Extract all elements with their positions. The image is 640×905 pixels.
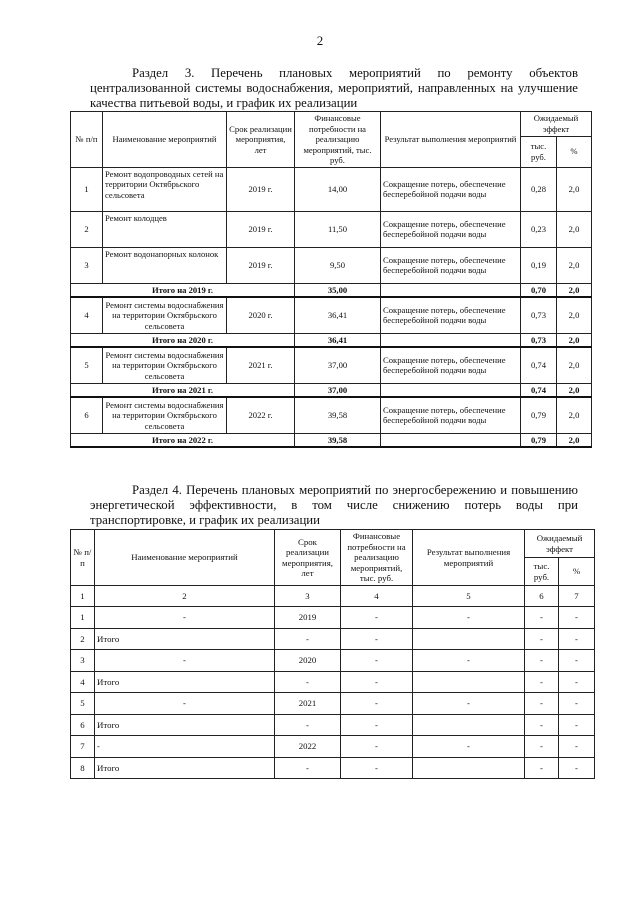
- s4-row-effect-pct: -: [559, 714, 595, 736]
- s3-total-effect-rub: 0,70: [521, 283, 557, 297]
- s4-row-term: 2020: [275, 650, 341, 672]
- s3-total-label: Итого на 2020 г.: [71, 333, 295, 347]
- section4-heading: Раздел 4. Перечень плановых мероприятий по энергосбережению и повышению энергетической эффективности, в том числе снижению потерь воды при транспортировке, и график их реализации: [90, 483, 578, 527]
- s4-row-finance: -: [341, 628, 413, 650]
- s3-row-name: Ремонт системы водоснабжения на территории Октябрьского сельсовета: [103, 347, 227, 383]
- s3-total-result: [381, 333, 521, 347]
- s3-header-finance: Финансовые потребности на реализацию мероприятий, тыс. руб.: [295, 112, 381, 168]
- s4-row-term: -: [275, 628, 341, 650]
- s3-total-result: [381, 433, 521, 447]
- s3-row-term: 2019 г.: [227, 211, 295, 247]
- s4-row-finance: -: [341, 607, 413, 629]
- s3-row-finance: 37,00: [295, 347, 381, 383]
- s4-column-number: 7: [559, 586, 595, 607]
- s4-table-row: [71, 736, 595, 758]
- s4-row-name: Итого: [95, 671, 275, 693]
- s4-column-number: 6: [525, 586, 559, 607]
- s3-row-num: 6: [71, 397, 103, 433]
- s4-header-finance: Финансовые потребности на реализацию мероприятий, тыс. руб.: [341, 530, 413, 586]
- s3-row-effect-rub: 0,23: [521, 211, 557, 247]
- s3-total-effect-rub: 0,73: [521, 333, 557, 347]
- s4-row-term: -: [275, 714, 341, 736]
- s4-row-name: -: [95, 607, 275, 629]
- s4-row-num: 7: [71, 736, 95, 758]
- s3-total-effect-pct: 2,0: [557, 333, 592, 347]
- s4-row-name: Итого: [95, 628, 275, 650]
- s3-table-row: [71, 297, 592, 333]
- s4-row-name: Итого: [95, 714, 275, 736]
- s4-row-effect-rub: -: [525, 607, 559, 629]
- s3-table-row: [71, 247, 592, 283]
- s3-total-effect-pct: 2,0: [557, 283, 592, 297]
- s4-column-numbers-row: [71, 586, 595, 607]
- s3-row-effect-pct: 2,0: [557, 347, 592, 383]
- s4-header-effect: Ожидаемый эффект: [525, 530, 595, 558]
- s3-row-term: 2019 г.: [227, 247, 295, 283]
- s4-row-effect-pct: -: [559, 693, 595, 715]
- s4-row-effect-pct: -: [559, 671, 595, 693]
- s4-row-term: 2019: [275, 607, 341, 629]
- s4-row-result: [413, 714, 525, 736]
- s3-row-effect-rub: 0,73: [521, 297, 557, 333]
- s3-total-row: [71, 283, 592, 297]
- section4-table: [70, 529, 595, 779]
- s4-row-num: 5: [71, 693, 95, 715]
- section3-heading: Раздел 3. Перечень плановых мероприятий по ремонту объектов централизованной системы водоснабжения, мероприятий, направленных на улучшение качества питьевой воды, и график их реализации: [90, 66, 578, 110]
- s3-row-finance: 11,50: [295, 211, 381, 247]
- s4-header-name: Наименование мероприятий: [95, 530, 275, 586]
- s3-total-label: Итого на 2019 г.: [71, 283, 295, 297]
- s4-table-row: [71, 757, 595, 779]
- s3-row-num: 2: [71, 211, 103, 247]
- s3-row-num: 5: [71, 347, 103, 383]
- s4-row-name: -: [95, 693, 275, 715]
- s3-total-finance: 36,41: [295, 333, 381, 347]
- s3-header-effect-rub: тыс. руб.: [521, 136, 557, 167]
- s3-row-term: 2020 г.: [227, 297, 295, 333]
- s3-row-effect-rub: 0,74: [521, 347, 557, 383]
- s3-row-result: Сокращение потерь, обеспечение бесперебойной подачи воды: [381, 167, 521, 211]
- s4-column-number: 2: [95, 586, 275, 607]
- s4-row-effect-pct: -: [559, 607, 595, 629]
- s4-header-effect-rub: тыс. руб.: [525, 558, 559, 586]
- s3-row-result: Сокращение потерь, обеспечение бесперебойной подачи воды: [381, 247, 521, 283]
- s3-row-num: 4: [71, 297, 103, 333]
- s3-row-finance: 9,50: [295, 247, 381, 283]
- s3-row-effect-rub: 0,79: [521, 397, 557, 433]
- s3-row-term: 2021 г.: [227, 347, 295, 383]
- s3-row-result: Сокращение потерь, обеспечение бесперебойной подачи воды: [381, 297, 521, 333]
- s3-table-body: [71, 167, 592, 447]
- s3-total-label: Итого на 2022 г.: [71, 433, 295, 447]
- s4-row-result: [413, 671, 525, 693]
- s4-row-finance: -: [341, 693, 413, 715]
- s4-row-effect-pct: -: [559, 628, 595, 650]
- s3-row-effect-pct: 2,0: [557, 247, 592, 283]
- s3-row-name: Ремонт системы водоснабжения на территории Октябрьского сельсовета: [103, 297, 227, 333]
- s4-row-name: Итого: [95, 757, 275, 779]
- s3-row-name: Ремонт колодцев: [103, 211, 227, 247]
- s3-total-effect-pct: 2,0: [557, 433, 592, 447]
- s3-table-row: [71, 397, 592, 433]
- s4-header-effect-pct: %: [559, 558, 595, 586]
- s3-row-name: Ремонт водопроводных сетей на территории Октябрьского сельсовета: [103, 167, 227, 211]
- s4-row-num: 1: [71, 607, 95, 629]
- s3-row-finance: 36,41: [295, 297, 381, 333]
- s3-total-effect-rub: 0,79: [521, 433, 557, 447]
- s3-header-effect: Ожидаемый эффект: [521, 112, 592, 137]
- s3-table-row: [71, 211, 592, 247]
- s4-row-effect-pct: -: [559, 736, 595, 758]
- s4-row-name: -: [95, 650, 275, 672]
- s4-header-result: Результат выполнения мероприятий: [413, 530, 525, 586]
- s4-row-effect-rub: -: [525, 650, 559, 672]
- s3-total-effect-rub: 0,74: [521, 383, 557, 397]
- s4-row-term: 2021: [275, 693, 341, 715]
- s4-header-term: Срок реализации мероприятия, лет: [275, 530, 341, 586]
- s3-row-term: 2019 г.: [227, 167, 295, 211]
- s4-row-finance: -: [341, 650, 413, 672]
- s3-total-row: [71, 333, 592, 347]
- s4-table-row: [71, 650, 595, 672]
- s4-row-result: -: [413, 736, 525, 758]
- s3-header-num: № п/п: [71, 112, 103, 168]
- s4-header-num: № п/п: [71, 530, 95, 586]
- s3-table-row: [71, 167, 592, 211]
- s3-header-result: Результат выполнения мероприятий: [381, 112, 521, 168]
- s4-table-row: [71, 671, 595, 693]
- s4-column-number: 1: [71, 586, 95, 607]
- s3-row-term: 2022 г.: [227, 397, 295, 433]
- s4-row-effect-pct: -: [559, 650, 595, 672]
- s3-header-term: Срок реализации мероприятия, лет: [227, 112, 295, 168]
- s3-row-effect-pct: 2,0: [557, 397, 592, 433]
- s4-row-effect-rub: -: [525, 757, 559, 779]
- s3-row-result: Сокращение потерь, обеспечение бесперебойной подачи воды: [381, 397, 521, 433]
- s4-row-effect-rub: -: [525, 736, 559, 758]
- section3-table: [70, 111, 592, 448]
- s4-row-effect-pct: -: [559, 757, 595, 779]
- s4-row-result: -: [413, 607, 525, 629]
- s4-table-row: [71, 628, 595, 650]
- s4-row-finance: -: [341, 757, 413, 779]
- s3-row-effect-rub: 0,19: [521, 247, 557, 283]
- s3-total-row: [71, 383, 592, 397]
- s4-table-row: [71, 714, 595, 736]
- s4-row-name: -: [95, 736, 275, 758]
- s3-row-result: Сокращение потерь, обеспечение бесперебойной подачи воды: [381, 347, 521, 383]
- s3-row-name: Ремонт водонапорных колонок: [103, 247, 227, 283]
- s3-row-name: Ремонт системы водоснабжения на территории Октябрьского сельсовета: [103, 397, 227, 433]
- s3-row-finance: 14,00: [295, 167, 381, 211]
- s3-row-effect-pct: 2,0: [557, 211, 592, 247]
- s3-row-result: Сокращение потерь, обеспечение бесперебойной подачи воды: [381, 211, 521, 247]
- s4-row-num: 2: [71, 628, 95, 650]
- s4-row-term: -: [275, 671, 341, 693]
- s4-table-body: [71, 607, 595, 779]
- s4-row-num: 3: [71, 650, 95, 672]
- s4-row-result: -: [413, 693, 525, 715]
- s4-row-num: 8: [71, 757, 95, 779]
- s4-column-number: 4: [341, 586, 413, 607]
- s3-header-name: Наименование мероприятий: [103, 112, 227, 168]
- s4-row-effect-rub: -: [525, 693, 559, 715]
- s4-row-result: [413, 628, 525, 650]
- s3-total-label: Итого на 2021 г.: [71, 383, 295, 397]
- s4-row-finance: -: [341, 736, 413, 758]
- s4-column-number: 3: [275, 586, 341, 607]
- s3-total-effect-pct: 2,0: [557, 383, 592, 397]
- s3-row-num: 3: [71, 247, 103, 283]
- s3-total-result: [381, 283, 521, 297]
- s4-row-num: 6: [71, 714, 95, 736]
- s3-total-finance: 37,00: [295, 383, 381, 397]
- s3-total-finance: 39,58: [295, 433, 381, 447]
- s4-row-term: 2022: [275, 736, 341, 758]
- s4-row-finance: -: [341, 714, 413, 736]
- s4-row-finance: -: [341, 671, 413, 693]
- s4-row-effect-rub: -: [525, 628, 559, 650]
- s4-column-number: 5: [413, 586, 525, 607]
- s4-row-term: -: [275, 757, 341, 779]
- s4-row-effect-rub: -: [525, 671, 559, 693]
- s3-total-row: [71, 433, 592, 447]
- s4-row-result: -: [413, 650, 525, 672]
- s3-header-effect-pct: %: [557, 136, 592, 167]
- s3-row-effect-rub: 0,28: [521, 167, 557, 211]
- s3-row-effect-pct: 2,0: [557, 167, 592, 211]
- s3-row-finance: 39,58: [295, 397, 381, 433]
- s3-row-effect-pct: 2,0: [557, 297, 592, 333]
- s4-row-num: 4: [71, 671, 95, 693]
- s3-total-result: [381, 383, 521, 397]
- s4-row-effect-rub: -: [525, 714, 559, 736]
- s4-table-row: [71, 693, 595, 715]
- s4-table-row: [71, 607, 595, 629]
- s4-row-result: [413, 757, 525, 779]
- page-number: 2: [316, 33, 324, 48]
- s3-row-num: 1: [71, 167, 103, 211]
- s3-total-finance: 35,00: [295, 283, 381, 297]
- s3-table-row: [71, 347, 592, 383]
